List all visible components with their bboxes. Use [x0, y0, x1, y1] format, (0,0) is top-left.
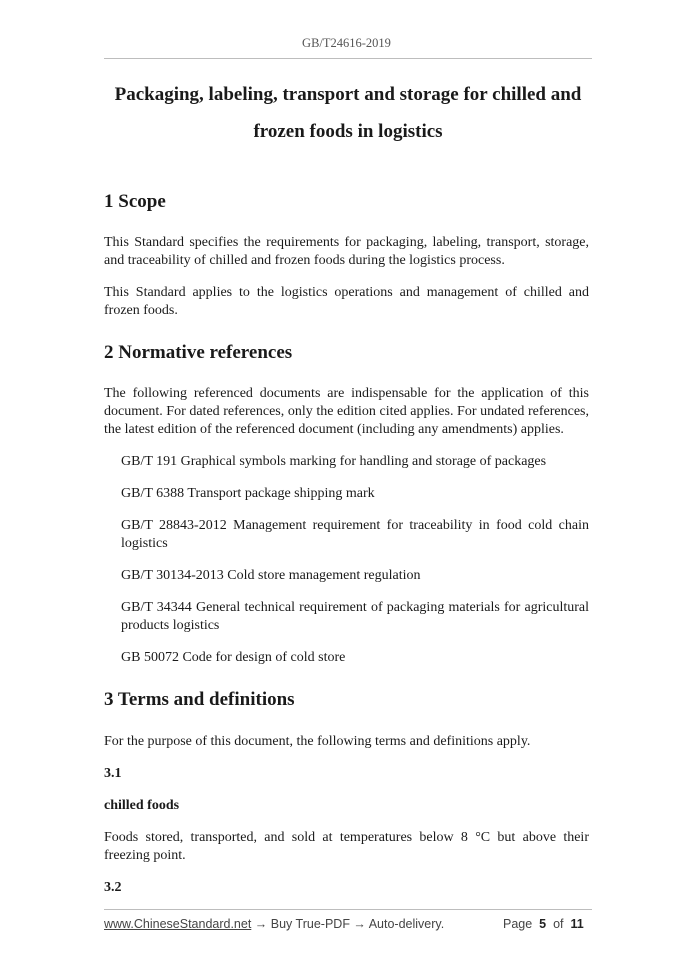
term-definition: Foods stored, transported, and sold at temperatures below 8 °C but above their freezing point.: [104, 830, 589, 863]
total-page-count: 11: [570, 917, 584, 931]
reference-item: GB/T 34344 General technical requirement of packaging materials for agricultural products logistics: [121, 600, 589, 633]
section-heading-scope: 1 Scope: [104, 191, 166, 212]
scope-paragraph-2: This Standard applies to the logistics operations and management of chilled and frozen foods.: [104, 285, 589, 318]
document-code-header: GB/T24616-2019: [302, 36, 391, 50]
section-heading-terms-and-definitions: 3 Terms and definitions: [104, 689, 295, 710]
current-page-number: 5: [539, 917, 547, 931]
reference-item: GB/T 30134-2013 Cold store management regulation: [121, 568, 421, 583]
header-rule: [104, 58, 592, 59]
page-indicator: [503, 917, 584, 931]
arrow-icon: →: [349, 917, 369, 931]
page-label: Page: [503, 917, 533, 931]
reference-item: GB 50072 Code for design of cold store: [121, 650, 346, 665]
normative-references-intro: The following referenced documents are indispensable for the application of this document. For dated references, only the edition cited applies. For undated references, the latest edition of the referenced document (including any amendments) applies.: [104, 386, 589, 437]
reference-item: GB/T 28843-2012 Management requirement for traceability in food cold chain logistics: [121, 518, 589, 551]
section-heading-normative-references: 2 Normative references: [104, 342, 293, 363]
footer-rule: [104, 909, 592, 910]
buy-true-pdf-text: Buy True-PDF: [270, 917, 350, 931]
footer-promo: [104, 917, 444, 931]
reference-item: GB/T 191 Graphical symbols marking for handling and storage of packages: [121, 454, 547, 469]
terms-intro: For the purpose of this document, the following terms and definitions apply.: [104, 734, 531, 749]
arrow-icon: →: [251, 917, 271, 931]
term-number: 3.2: [104, 880, 122, 895]
term-name: chilled foods: [104, 798, 180, 813]
document-title-line-1: Packaging, labeling, transport and storage for chilled and: [114, 84, 582, 105]
of-label: of: [553, 917, 564, 931]
auto-delivery-text: Auto-delivery.: [368, 917, 445, 931]
document-title-line-2: frozen foods in logistics: [253, 121, 443, 142]
reference-item: GB/T 6388 Transport package shipping mark: [121, 486, 375, 501]
site-link[interactable]: www.ChineseStandard.net: [104, 917, 252, 931]
term-number: 3.1: [104, 766, 122, 781]
scope-paragraph-1: This Standard specifies the requirements for packaging, labeling, transport, storage, and traceability of chilled and frozen foods during the logistics process.: [104, 235, 589, 268]
